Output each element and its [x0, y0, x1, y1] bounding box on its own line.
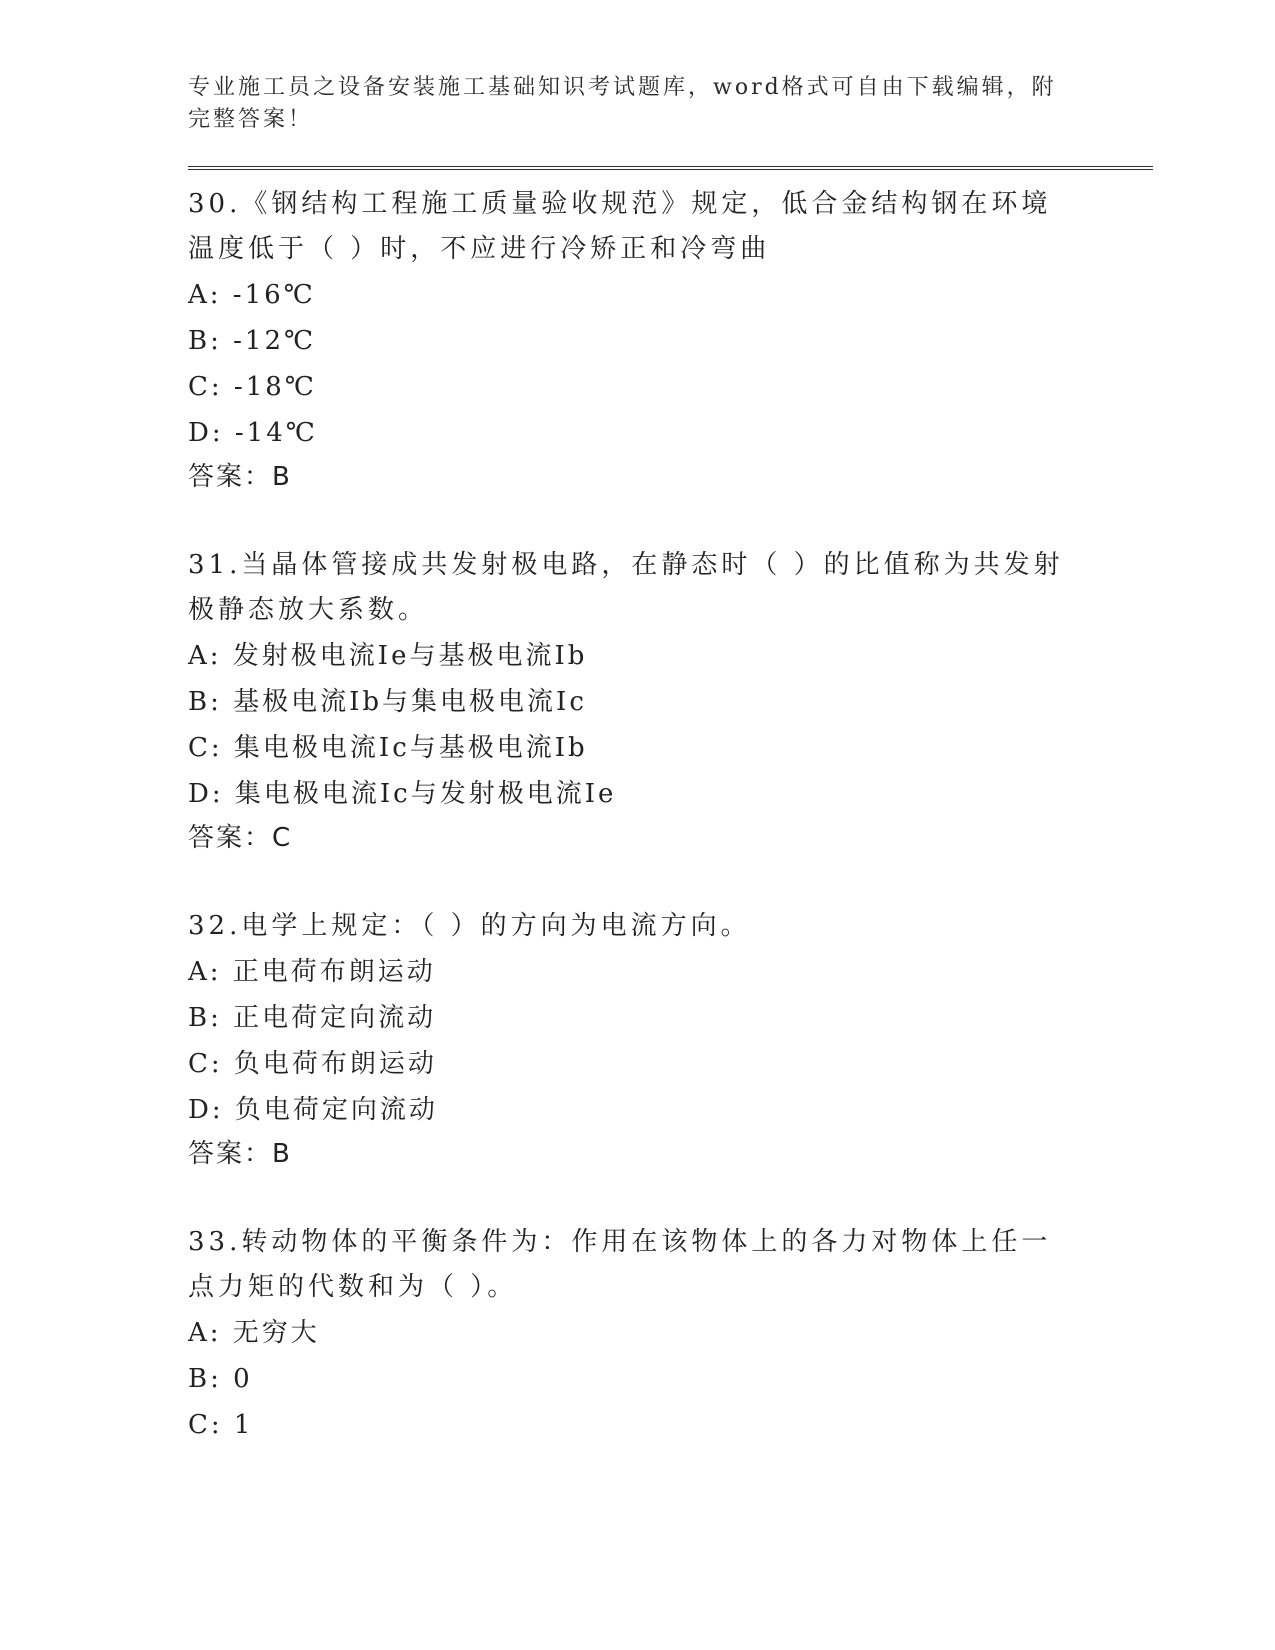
- option-b: B: -12℃: [188, 326, 317, 356]
- question-text: 31.当晶体管接成共发射极电路，在静态时（ ）的比值称为共发射极静态放大系数。: [188, 550, 1064, 625]
- question-33: [188, 1220, 1148, 1448]
- option-d: D: -14℃: [188, 418, 318, 448]
- option-a: A: 无穷大: [188, 1318, 320, 1348]
- document-header: 专业施工员之设备安装施工基础知识考试题库，word格式可自由下载编辑，附完整答案！: [188, 75, 1057, 132]
- option-d: D: 集电极电流Ic与发射极电流Ie: [188, 779, 617, 809]
- question-text: 30.《钢结构工程施工质量验收规范》规定，低合金结构钢在环境温度低于（ ）时，不应进行冷矫正和冷弯曲: [188, 189, 1052, 264]
- document-page: [188, 72, 1148, 1448]
- option-b: B: 基极电流Ib与集电极电流Ic: [188, 687, 587, 717]
- question-32: [188, 904, 1148, 1175]
- option-c: C: -18℃: [188, 372, 317, 402]
- option-c: C: 负电荷布朗运动: [188, 1049, 437, 1079]
- option-d: D: 负电荷定向流动: [188, 1095, 438, 1125]
- option-b: B: 0: [188, 1364, 253, 1394]
- question-text: 33.转动物体的平衡条件为：作用在该物体上的各力对物体上任一点力矩的代数和为（ ）。: [188, 1227, 1052, 1302]
- header-divider: [188, 166, 1153, 170]
- option-c: C: 1: [188, 1410, 254, 1440]
- question-text: 32.电学上规定：（ ）的方向为电流方向。: [188, 911, 751, 941]
- answer: 答案：B: [188, 1139, 292, 1169]
- option-b: B: 正电荷定向流动: [188, 1003, 437, 1033]
- option-a: A: 发射极电流Ie与基极电流Ib: [188, 641, 588, 671]
- question-30: [188, 182, 1148, 498]
- option-a: A: -16℃: [188, 280, 316, 310]
- option-a: A: 正电荷布朗运动: [188, 957, 436, 987]
- option-c: C: 集电极电流Ic与基极电流Ib: [188, 733, 588, 763]
- answer: 答案：B: [188, 462, 292, 492]
- question-31: [188, 543, 1148, 859]
- answer: 答案：C: [188, 823, 293, 853]
